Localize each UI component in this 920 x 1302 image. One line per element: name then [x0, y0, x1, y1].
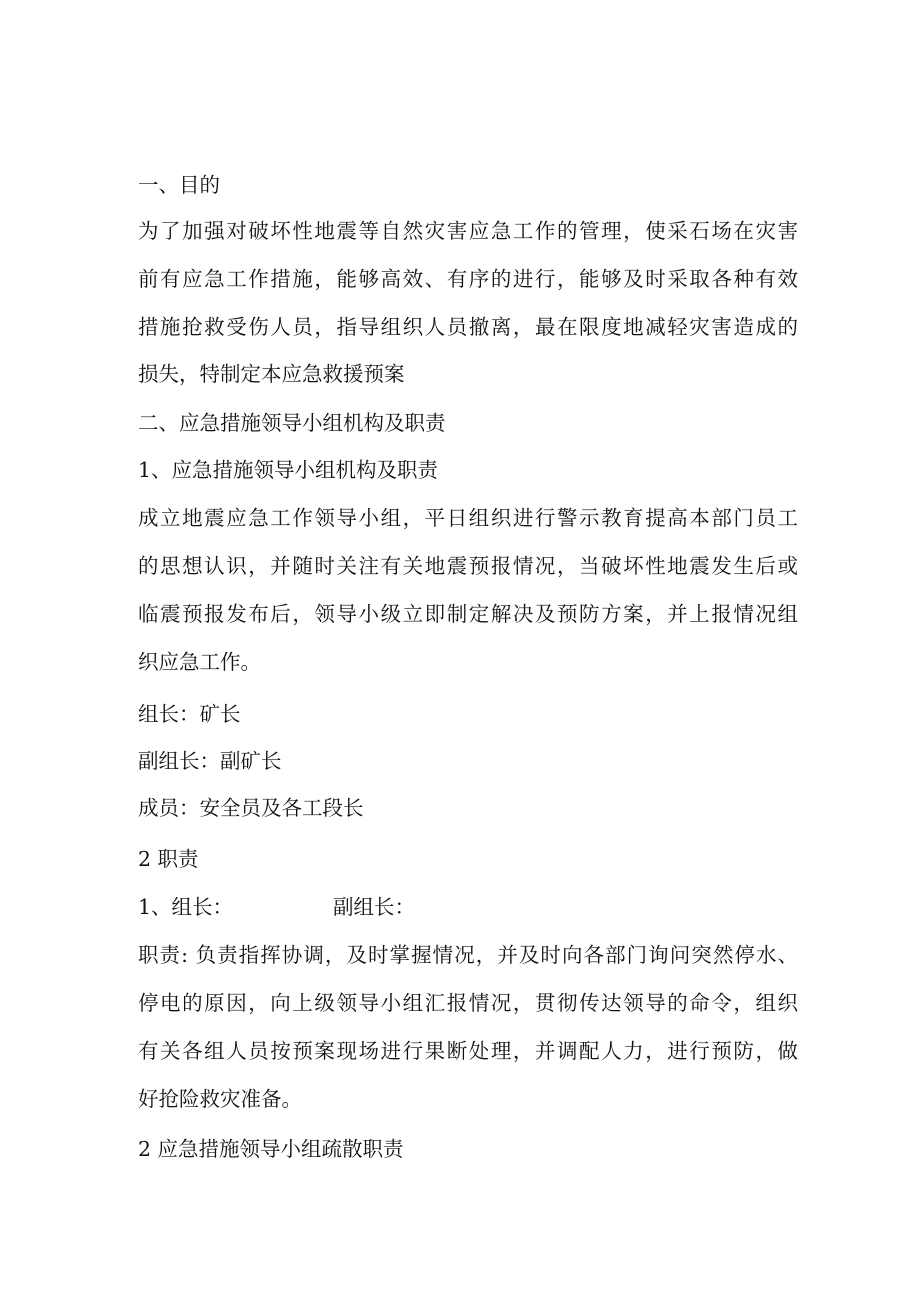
- purpose-paragraph-line-1: 为了加强对破坏性地震等自然灾害应急工作的管理，使采石场在灾害: [138, 219, 798, 243]
- organization-paragraph-line-1: 成立地震应急工作领导小组，平日组织进行警示教育提高本部门员工: [138, 506, 798, 530]
- organization-paragraph-line-2: 的思想认识，并随时关注有关地震预报情况，当破坏性地震发生后或: [138, 554, 798, 578]
- leader-line: 组长：矿长: [138, 702, 241, 726]
- evacuation-heading: 2 应急措施领导小组疏散职责: [138, 1137, 404, 1161]
- organization-paragraph-line-3: 临震预报发布后，领导小级立即制定解决及预防方案，并上报情况组: [138, 602, 798, 626]
- deputy-leader-line: 副组长：副矿长: [138, 749, 282, 773]
- section-2-subheading: 1、应急措施领导小组机构及职责: [138, 458, 439, 482]
- duties-paragraph-line-1: 职责: 负责指挥协调，及时掌握情况，并及时向各部门询问突然停水、: [138, 943, 798, 967]
- purpose-paragraph-line-4: 损失，特制定本应急救援预案: [138, 362, 405, 386]
- duties-paragraph-line-3: 有关各组人员按预案现场进行果断处理，并调配人力，进行预防，做: [138, 1039, 798, 1063]
- duties-paragraph-line-4: 好抢险救灾准备。: [138, 1087, 302, 1111]
- section-2-heading: 二、应急措施领导小组机构及职责: [138, 411, 446, 435]
- organization-paragraph-line-4: 织应急工作。: [138, 650, 261, 674]
- section-1-heading: 一、目的: [138, 173, 220, 197]
- role-deputy-label: 副组长：: [333, 895, 416, 919]
- duties-paragraph-line-2: 停电的原因，向上级领导小组汇报情况，贯彻传达领导的命令，组织: [138, 991, 798, 1015]
- duties-heading: 2 职责: [138, 847, 199, 871]
- members-line: 成员：安全员及各工段长: [138, 796, 364, 820]
- roles-line: [138, 889, 798, 925]
- purpose-paragraph-line-3: 措施抢救受伤人员，指导组织人员撤离，最在限度地减轻灾害造成的: [138, 315, 798, 339]
- purpose-paragraph-line-2: 前有应急工作措施，能够高效、有序的进行，能够及时采取各种有效: [138, 267, 798, 291]
- role-leader-label: 1、组长：: [138, 895, 234, 919]
